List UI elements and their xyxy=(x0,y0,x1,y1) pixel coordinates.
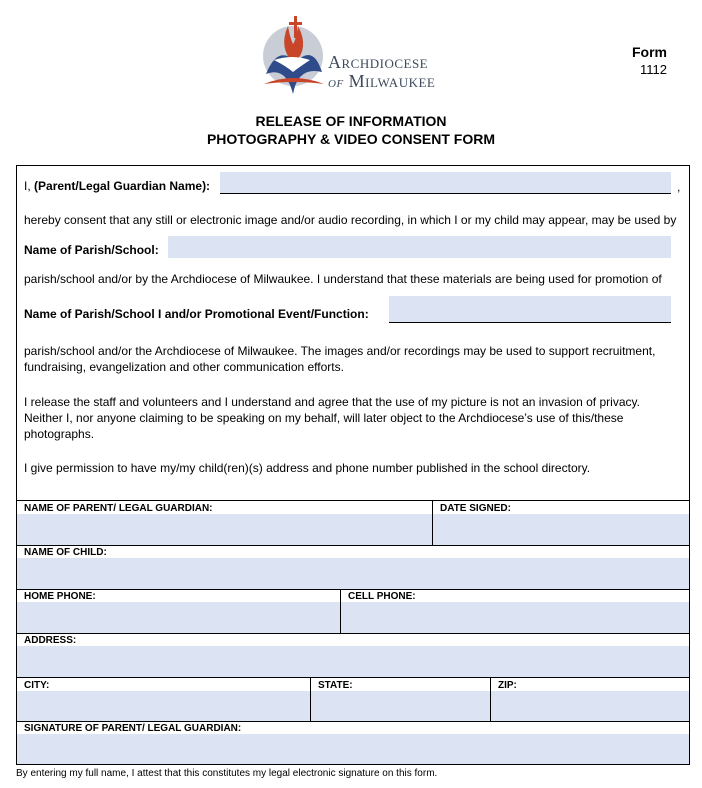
signature-label: SIGNATURE OF PARENT/ LEGAL GUARDIAN: xyxy=(24,723,242,734)
zip-label: ZIP: xyxy=(498,680,517,691)
city-field[interactable] xyxy=(17,691,310,721)
address-label: ADDRESS: xyxy=(24,635,77,646)
address-field[interactable] xyxy=(17,646,689,677)
form-label: Form xyxy=(632,44,667,60)
consent-paragraph-4c: photographs. xyxy=(24,427,95,441)
event-label: Name of Parish/School I and/or Promotional Event/Function: xyxy=(24,307,369,321)
comma: , xyxy=(677,180,681,194)
cell-phone-label: CELL PHONE: xyxy=(348,591,416,602)
event-field[interactable] xyxy=(389,296,671,323)
row-divider xyxy=(16,633,690,634)
parent-name-label: NAME OF PARENT/ LEGAL GUARDIAN: xyxy=(24,503,213,514)
row-divider xyxy=(16,545,690,546)
consent-paragraph-3b: fundraising, evangelization and other communication efforts. xyxy=(24,360,344,374)
archdiocese-logo xyxy=(258,14,458,106)
child-name-field[interactable] xyxy=(17,558,689,589)
date-signed-label: DATE SIGNED: xyxy=(440,503,511,514)
row-divider xyxy=(16,721,690,722)
cell-phone-field[interactable] xyxy=(341,602,689,633)
state-label: STATE: xyxy=(318,680,353,691)
grid-divider xyxy=(16,500,690,501)
consent-paragraph-3a: parish/school and/or the Archdiocese of Milwaukee. The images and/or recordings may be used to support recruitment, xyxy=(24,344,656,358)
attestation-note: By entering my full name, I attest that this constitutes my legal electronic signature on this form. xyxy=(16,768,438,779)
dove-flame-icon xyxy=(258,14,328,106)
parent-name-field[interactable] xyxy=(17,514,432,545)
signature-field[interactable] xyxy=(17,734,689,764)
consent-paragraph-4a: I release the staff and volunteers and I understand and agree that the use of my picture is not an invasion of privacy. xyxy=(24,395,640,409)
parish-label: Name of Parish/School: xyxy=(24,243,159,257)
guardian-prefix: I, xyxy=(24,179,35,193)
guardian-name-label xyxy=(24,178,210,194)
consent-paragraph-2: parish/school and/or by the Archdiocese of Milwaukee. I understand that these materials are being used for promotion of xyxy=(24,272,662,286)
state-field[interactable] xyxy=(311,691,490,721)
consent-paragraph-4b: Neither I, nor anyone claiming to be speaking on my behalf, will later object to the Archdiocese’s use of this/these xyxy=(24,411,624,425)
guardian-name-field[interactable] xyxy=(220,172,671,194)
page-subtitle: PHOTOGRAPHY & VIDEO CONSENT FORM xyxy=(206,131,496,147)
home-phone-field[interactable] xyxy=(17,602,340,633)
logo-line2-prefix: of xyxy=(328,75,344,91)
parish-field[interactable] xyxy=(168,236,671,258)
row-divider xyxy=(16,589,690,590)
date-signed-field[interactable] xyxy=(433,514,689,545)
child-name-label: NAME OF CHILD: xyxy=(24,547,107,558)
page-title: RELEASE OF INFORMATION xyxy=(255,113,447,129)
logo-line2 xyxy=(328,71,435,92)
consent-paragraph-1: hereby consent that any still or electronic image and/or audio recording, in which I or my child may appear, may be used by xyxy=(24,213,677,227)
zip-field[interactable] xyxy=(491,691,689,721)
row-divider xyxy=(16,677,690,678)
guardian-label-text: (Parent/Legal Guardian Name): xyxy=(34,179,211,193)
consent-paragraph-5: I give permission to have my/my child(ren)(s) address and phone number published in the school directory. xyxy=(24,461,591,475)
home-phone-label: HOME PHONE: xyxy=(24,591,96,602)
form-number: 1112 xyxy=(640,62,667,77)
logo-line1: Archdiocese xyxy=(328,52,429,72)
city-label: CITY: xyxy=(24,680,50,691)
logo-line2-main: Milwaukee xyxy=(348,71,436,91)
